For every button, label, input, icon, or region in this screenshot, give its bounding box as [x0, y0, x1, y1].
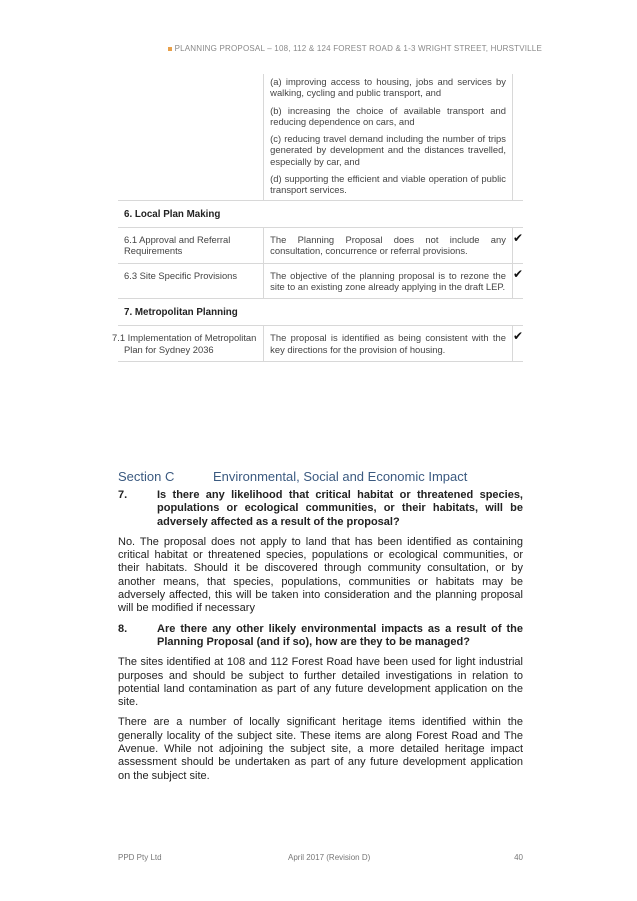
section-c-body — [118, 489, 523, 790]
footer-date: April 2017 (Revision D) — [288, 853, 371, 862]
section-label: Section C — [118, 469, 175, 484]
page-header — [168, 44, 542, 53]
section-title: 7. Metropolitan Planning — [118, 299, 523, 326]
table-row — [118, 74, 523, 200]
checkmark-icon: ✔ — [512, 326, 523, 362]
section-title: 6. Local Plan Making — [118, 200, 523, 227]
table-row — [118, 227, 523, 263]
header-title: PLANNING PROPOSAL – 108, 112 & 124 FOREST ROAD & 1-3 WRIGHT STREET, HURSTVILLE — [174, 44, 542, 53]
checkmark-icon: ✔ — [512, 227, 523, 263]
question-number: 8. — [118, 622, 128, 635]
checkmark-icon: ✔ — [512, 263, 523, 299]
continuation-cell — [264, 74, 513, 200]
item-cell: 6.3 Site Specific Provisions — [118, 263, 264, 299]
header-bullet-icon — [168, 47, 172, 51]
text-cell: The objective of the planning proposal is to rezone the site to an existing zone already applying in the draft LEP. — [264, 263, 513, 299]
question-text: Is there any likelihood that critical habitat or threatened species, populations or ecological communities, or their habitats, will be adversely affected as a result of the proposal? — [157, 489, 523, 528]
continuation-item: (c) reducing travel demand including the number of trips generated by development and the distances travelled, especially by car, and — [270, 133, 506, 167]
page-number: 40 — [514, 853, 523, 862]
consistency-table — [112, 74, 523, 362]
item-cell: 6.1 Approval and Referral Requirements — [118, 227, 264, 263]
item-cell: 7.1 Implementation of Metropolitan Plan for Sydney 2036 — [118, 326, 264, 362]
answer-paragraph: The sites identified at 108 and 112 Forest Road have been used for light industrial purposes and should be subject to further detailed investigations in relation to potential land contamination as part of any future development application on the site. — [118, 656, 523, 709]
section-c-heading — [118, 469, 467, 484]
question-text: Are there any other likely environmental impacts as a result of the Planning Proposal (and if so), how are they to be managed? — [157, 622, 523, 648]
section-row — [118, 200, 523, 227]
continuation-item: (d) supporting the efficient and viable operation of public transport services. — [270, 173, 506, 196]
section-row — [118, 299, 523, 326]
section-title: Environmental, Social and Economic Impact — [213, 469, 468, 484]
question-8 — [118, 623, 523, 650]
answer-paragraph: There are a number of locally significant heritage items identified within the generally locality of the subject site. These items are along Forest Road and The Avenue. While not adjoining the subject site, a more detailed heritage impact assessment should be undertaken as part of any future development application on the subject site. — [118, 716, 523, 782]
text-cell: The Planning Proposal does not include any consultation, concurrence or referral provisions. — [264, 227, 513, 263]
continuation-item: (b) increasing the choice of available transport and reducing dependence on cars, and — [270, 104, 506, 127]
continuation-item: (a) improving access to housing, jobs and services by walking, cycling and public transport, and — [270, 76, 506, 99]
text-cell: The proposal is identified as being consistent with the key directions for the provision of housing. — [264, 326, 513, 362]
question-7 — [118, 489, 523, 529]
footer-company: PPD Pty Ltd — [118, 853, 162, 862]
table-row — [118, 263, 523, 299]
table-row — [118, 326, 523, 362]
question-number: 7. — [118, 489, 128, 501]
answer-paragraph: No. The proposal does not apply to land that has been identified as containing critical habitat or threatened species, populations or ecological communities, or their habitats. Should it be discovered through community consultation, or by another means, that species, populations, communities or habitats may be adversely affected, this will be taken into consideration and the planning proposal will be modified if necessary — [118, 535, 523, 615]
